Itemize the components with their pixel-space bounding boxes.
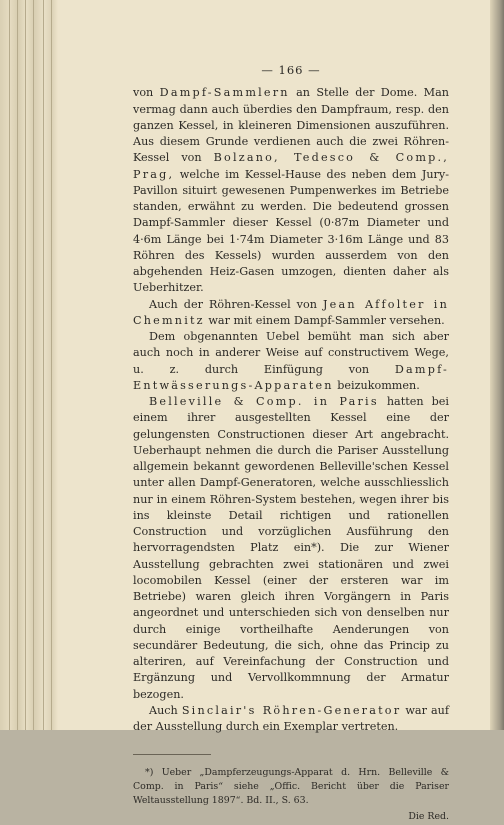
footnote-text: *) Ueber „Dampferzeugungs-Apparat d. Hrn. Belleville & Comp. in Paris“ siehe „Offic. Bericht über die Pariser Weltausstellung 1897“. Bd. II., S. 63. bbox=[133, 767, 449, 807]
text-run: von bbox=[133, 86, 160, 100]
text-run: welche im Kessel-Hause des neben dem Jury-Pavillon situirt gewesenen Pumpenwerkes im Betriebe standen, erwähnt zu werden. Die bedeutend grossen Dampf-Sammler dieser Kessel (0·87m Diameter und 4·6m Länge bei 1·74m Diameter 3·16m Länge und 83 Röhren des Kessels) wurden ausserdem von den abgehenden Heiz-Gasen umzogen, dienten daher als Ueberhitzer. bbox=[133, 167, 449, 295]
paragraph bbox=[133, 703, 449, 736]
text-run: war mit einem Dampf-Sammler versehen. bbox=[204, 313, 445, 327]
page-stack-edges bbox=[0, 0, 58, 730]
text-run: Auch bbox=[149, 703, 182, 717]
binding-gutter bbox=[490, 0, 504, 730]
page-edge-line bbox=[25, 0, 26, 730]
text-run: Auch der Röhren-Kessel von bbox=[149, 297, 323, 311]
paragraph bbox=[133, 329, 449, 394]
spaced-name: Dampf-Sammlern bbox=[159, 86, 290, 100]
page-edge-line bbox=[43, 0, 44, 730]
page-edge-line bbox=[33, 0, 34, 730]
text-run: war auf der Ausstellung durch ein Exemplar vertreten. bbox=[133, 703, 449, 733]
spaced-name: Sinclair's Röhren-Generator bbox=[181, 703, 402, 717]
page-number: — 166 — bbox=[261, 63, 321, 77]
spaced-name: Jean Affolter in Chemnitz bbox=[133, 297, 449, 327]
footnote-signature: Die Red. bbox=[408, 811, 449, 823]
paragraph bbox=[133, 394, 449, 703]
paragraphs bbox=[133, 85, 449, 735]
paragraph bbox=[133, 85, 449, 296]
spaced-name: Dampf-Entwässerungs-Apparaten bbox=[133, 362, 449, 392]
text-run: Dem obgenannten Uebel bemüht man sich aber auch noch in anderer Weise auf constructivem Wege, u. z. durch Einfügung von bbox=[133, 330, 449, 376]
text-run: an Stelle der Dome. Man vermag dann auch überdies den Dampfraum, resp. den ganzen Kessel, in kleineren Dimensionen auszuführen. Aus diesem Grunde verdienen auch die zwei Röhren-Kessel von bbox=[133, 86, 449, 165]
page-edge-line bbox=[9, 0, 10, 730]
footnote-rule bbox=[133, 754, 211, 755]
paragraph bbox=[133, 297, 449, 330]
page-edge-line bbox=[51, 0, 52, 730]
text-run: hatten bei einem ihrer ausgestellten Kessel eine der gelungensten Constructionen dieser Art angebracht. Ueberhaupt nehmen die durch die Pariser Ausstellung allgemein bekannt gewordenen Belleville'schen Kessel unter allen Dampf-Generatoren, welche ausschliesslich nur in einem Röhren-System bestehen, wegen ihrer bis ins kleinste Detail richtigen und rationellen Construction und vorzüglichen Ausführung den hervorragendsten Platz ein*). Die zur Wiener Ausstellung gebrachten zwei stationären und zwei locomobilen Kessel (einer der ersteren war im Betriebe) waren gleich ihren Vorgängern in Paris angeordnet und unterschieden sich von denselben nur durch einige vortheilhafte Aenderungen von secundärer Bedeutung, die sich, ohne das Princip zu alteriren, auf Vereinfachung der Construction und Ergänzung und Vervollkommnung der Armatur bezogen. bbox=[133, 395, 449, 701]
footnote bbox=[133, 766, 449, 825]
page-edge-line bbox=[17, 0, 18, 730]
text-run: beizukommen. bbox=[333, 378, 420, 392]
spaced-name: Belleville & Comp. in Paris bbox=[149, 395, 379, 408]
spaced-name: Bolzano, Tedesco & Comp., Prag, bbox=[133, 151, 450, 181]
text-block bbox=[133, 62, 449, 825]
